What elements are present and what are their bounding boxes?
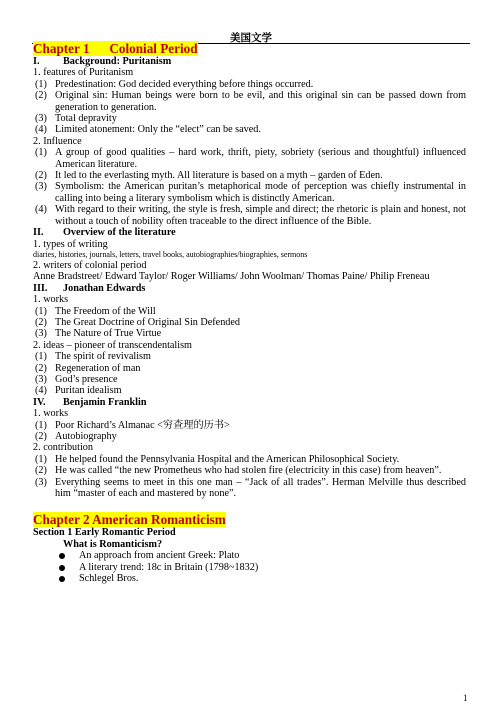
list-item [33, 181, 466, 204]
list-item-number: (1) [35, 78, 47, 90]
bullet-text: A literary trend: 18c in Britain (1798~1832) [79, 561, 259, 573]
bullet-item [33, 562, 466, 573]
list-item [33, 306, 466, 317]
list-item-number: (3) [35, 476, 47, 488]
romanticism-question: What is Romanticism? [63, 538, 163, 550]
list-item-text: He was called “the new Prometheus who had stolen fire (electricity in this case) from heaven”. [55, 465, 442, 477]
subsection-heading: 2. ideas – pioneer of transcendentalism [33, 339, 192, 351]
list-item-number: (4) [35, 385, 47, 397]
list-item-text: Autobiography [55, 431, 117, 442]
list-item-number: (1) [35, 305, 47, 317]
list-item-number: (1) [35, 419, 47, 431]
list-item-text: Symbolism: the American puritan’s metaphorical mode of perception was chiefly instrumental in calling into being a literary symbolism which is distinctly American. [55, 181, 466, 204]
franklin-works-list [33, 420, 466, 443]
section-heading: IV. Benjamin Franklin [33, 396, 147, 408]
section-heading: II. Overview of the literature [33, 227, 176, 239]
list-item-number: (2) [35, 90, 47, 102]
bullet-dot-icon [59, 565, 65, 571]
list-item-text: The Freedom of the Will [55, 305, 156, 317]
list-item-number: (4) [35, 204, 47, 216]
bullet-item [33, 550, 466, 561]
list-item [33, 374, 466, 385]
bullet-text: Schlegel Bros. [79, 573, 139, 585]
page-header: 美国文学 [230, 32, 272, 44]
subsection-heading: 2. writers of colonial period [33, 259, 147, 271]
list-item-text: It led to the everlasting myth. All literature is based on a myth – garden of Eden. [55, 170, 383, 182]
list-item-text: The Nature of True Virtue [55, 328, 162, 340]
section-heading: I. Background: Puritanism [33, 56, 172, 67]
list-item-text: God’s presence [55, 373, 118, 385]
bullet-text: An approach from ancient Greek: Plato [79, 550, 240, 562]
list-item-number: (2) [35, 465, 47, 477]
list-item-text: Total depravity [55, 113, 117, 125]
bullet-dot-icon [59, 576, 65, 582]
romanticism-bullets [33, 550, 466, 584]
chapter-2-heading [33, 513, 466, 527]
section-heading: III. Jonathan Edwards [33, 282, 146, 294]
list-item [33, 431, 466, 442]
list-item-text: Predestination: God decided everything before things occurred. [55, 78, 314, 90]
subsection-heading: 2. Influence [33, 135, 82, 147]
subsection-heading: 2. contribution [33, 442, 93, 454]
list-item [33, 170, 466, 181]
edwards-ideas-list [33, 351, 466, 397]
chapter-1-label: Chapter 1 [33, 41, 90, 56]
list-item [33, 328, 466, 339]
writers-text: Anne Bradstreet/ Edward Taylor/ Roger Williams/ John Woolman/ Thomas Paine/ Philip Freneau [33, 271, 430, 283]
list-item-number: (3) [35, 113, 47, 125]
subsection-heading: 1. features of Puritanism [33, 67, 134, 79]
chapter-1-heading [33, 42, 466, 56]
subsection-heading: 1. works [33, 294, 69, 306]
list-item-number: (3) [35, 328, 47, 340]
chapter-2-title: Chapter 2 American Romanticism [33, 512, 226, 528]
influence-list [33, 147, 466, 227]
page-number: 1 [463, 693, 468, 703]
list-item-text: The Great Doctrine of Original Sin Defended [55, 316, 241, 328]
list-item [33, 477, 466, 500]
subsection-heading: 1. types of writing [33, 238, 108, 250]
list-item-number: (1) [35, 147, 47, 159]
edwards-works-list [33, 306, 466, 340]
list-item-text: Puritan idealism [55, 385, 122, 397]
list-item-number: (1) [35, 351, 47, 363]
list-item [33, 79, 466, 90]
list-item-text: The spirit of revivalism [55, 351, 151, 363]
list-item [33, 317, 466, 328]
page-content [33, 42, 466, 584]
features-list [33, 79, 466, 136]
list-item-number: (3) [35, 181, 47, 193]
list-item-number: (2) [35, 362, 47, 374]
list-item [33, 420, 466, 431]
list-item-number: (2) [35, 316, 47, 328]
list-item [33, 113, 466, 124]
list-item [33, 147, 466, 170]
list-item [33, 204, 466, 227]
list-item-number: (2) [35, 431, 47, 442]
list-item [33, 385, 466, 396]
list-item-text: Regeneration of man [55, 362, 141, 374]
list-item-number: (3) [35, 373, 47, 385]
list-item [33, 124, 466, 135]
list-item [33, 454, 466, 465]
list-item-text: Poor Richard’s Almanac <穷查理的历书> [55, 419, 230, 431]
list-item-text: He helped found the Pennsylvania Hospital and the American Philosophical Society. [55, 453, 400, 465]
list-item [33, 363, 466, 374]
subsection-heading: 1. works [33, 408, 69, 420]
list-item-text: With regard to their writing, the style is fresh, simple and direct; the rhetoric is plain and honest, not without a touch of nobility often traceable to the direct influence of the Bible. [55, 204, 466, 227]
list-item-text: Limited atonement: Only the “elect” can be saved. [55, 124, 261, 136]
bullet-dot-icon [59, 553, 65, 559]
list-item-number: (4) [35, 124, 47, 136]
list-item-text: Original sin: Human beings were born to be evil, and this original sin can be passed down from generation to generation. [55, 90, 466, 113]
list-item-text: Everything seems to meet in this one man – “Jack of all trades”. Herman Melville thus described him “master of each and mastered by none”. [55, 476, 466, 500]
list-item [33, 351, 466, 362]
franklin-contribution-list [33, 454, 466, 500]
list-item-number: (1) [35, 453, 47, 465]
list-item-number: (2) [35, 170, 47, 182]
chapter-1-title: Colonial Period [109, 41, 198, 56]
list-item [33, 465, 466, 476]
section-1-heading: Section 1 Early Romantic Period [33, 527, 176, 539]
list-item [33, 90, 466, 113]
writing-types-text: diaries, histories, journals, letters, travel books, autobiographies/biographies, sermons [33, 249, 308, 259]
list-item-text: A group of good qualities – hard work, thrift, piety, sobriety (serious and thoughtful) influenced American literature. [55, 147, 466, 170]
bullet-item [33, 573, 466, 584]
